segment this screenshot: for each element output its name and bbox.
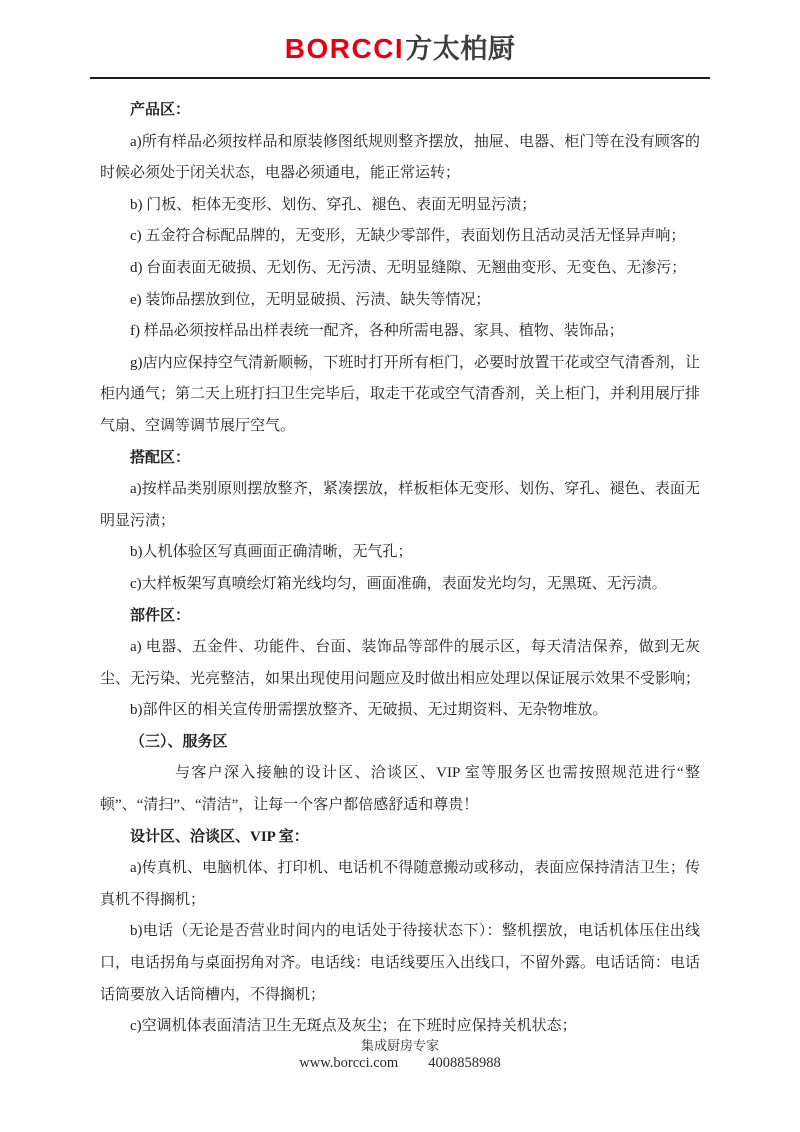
document-paragraph: c) 五金符合标配品牌的，无变形，无缺少零部件，表面划伤且活动灵活无怪异声响； xyxy=(130,228,686,245)
document-body xyxy=(100,95,700,1043)
section-heading: 产品区： xyxy=(130,102,191,118)
document-paragraph: g)店内应保持空气清新顺畅，下班时打开所有柜门，必要时放置干花或空气清香剂，让柜内通气；第二天上班打扫卫生完毕后，取走干花或空气清香剂，关上柜门，并利用展厅排气扇、空调等调节展厅空气。 xyxy=(100,354,701,434)
section-heading: 部件区： xyxy=(130,607,191,624)
logo-text-chinese: 方太柏厨 xyxy=(405,34,516,65)
document-paragraph: b) 门板、柜体无变形、划伤、穿孔、褪色、表面无明显污渍； xyxy=(130,196,537,213)
document-paragraph: 与客户深入接触的设计区、洽谈区、VIP 室等服务区也需按照规范进行“整顿”、“清扫”、“清洁”，让每一个客户都倍感舒适和尊贵！ xyxy=(100,765,700,814)
borcci-logo xyxy=(285,34,515,69)
document-paragraph: a)传真机、电脑机体、打印机、电话机不得随意搬动或移动，表面应保持清洁卫生；传真机不得搁机； xyxy=(100,860,700,908)
page-header xyxy=(0,0,800,79)
section-heading: 设计区、洽谈区、VIP 室： xyxy=(130,828,309,845)
document-paragraph: a) 电器、五金件、功能件、台面、装饰品等部件的展示区，每天清洁保养，做到无灰尘、无污染、光亮整洁，如果出现使用问题应及时做出相应处理以保证展示效果不受影响； xyxy=(100,639,701,687)
footer-website: www.borcci.com xyxy=(299,1055,399,1071)
section-heading: （三）、服务区 xyxy=(130,733,228,750)
footer-tagline: 集成厨房专家 xyxy=(360,1038,439,1053)
document-paragraph: c)空调机体表面清洁卫生无斑点及灰尘；在下班时应保持关机状态； xyxy=(130,1018,577,1035)
page-footer xyxy=(0,1037,800,1073)
document-paragraph: a)所有样品必须按样品和原装修图纸规则整齐摆放，抽屉、电器、柜门等在没有顾客的时候必须处于闭关状态，电器必须通电，能正常运转； xyxy=(100,133,700,182)
document-paragraph: b)电话（无论是否营业时间内的电话处于待接状态下）：整机摆放，电话机体压住出线口，电话拐角与桌面拐角对齐。电话线：电话线要压入出线口，不留外露。电话话筒：电话话筒要放入话筒槽内，不得搁机； xyxy=(100,923,701,1003)
document-paragraph: e) 装饰品摆放到位，无明显破损、污渍、缺失等情况； xyxy=(130,291,491,308)
footer-contact xyxy=(0,1054,800,1073)
document-paragraph: b)人机体验区写真画面正确清晰，无气孔； xyxy=(130,544,413,561)
section-heading: 搭配区： xyxy=(130,449,191,466)
footer-phone: 4008858988 xyxy=(428,1055,501,1071)
document-paragraph: f) 样品必须按样品出样表统一配齐，各种所需电器、家具、植物、装饰品； xyxy=(130,323,624,340)
document-paragraph: c)大样板架写真喷绘灯箱光线均匀，画面准确，表面发光均匀，无黑斑、无污渍。 xyxy=(130,575,667,592)
logo-text-borcci: BORCCI xyxy=(284,33,405,64)
document-paragraph: d) 台面表面无破损、无划伤、无污渍、无明显缝隙、无翘曲变形、无变色、无渗污； xyxy=(130,259,687,276)
document-paragraph: a)按样品类别原则摆放整齐，紧凑摆放，样板柜体无变形、划伤、穿孔、褪色、表面无明显污渍； xyxy=(100,481,700,529)
header-divider xyxy=(90,77,710,79)
document-paragraph: b)部件区的相关宣传册需摆放整齐、无破损、无过期资料、无杂物堆放。 xyxy=(130,702,608,719)
